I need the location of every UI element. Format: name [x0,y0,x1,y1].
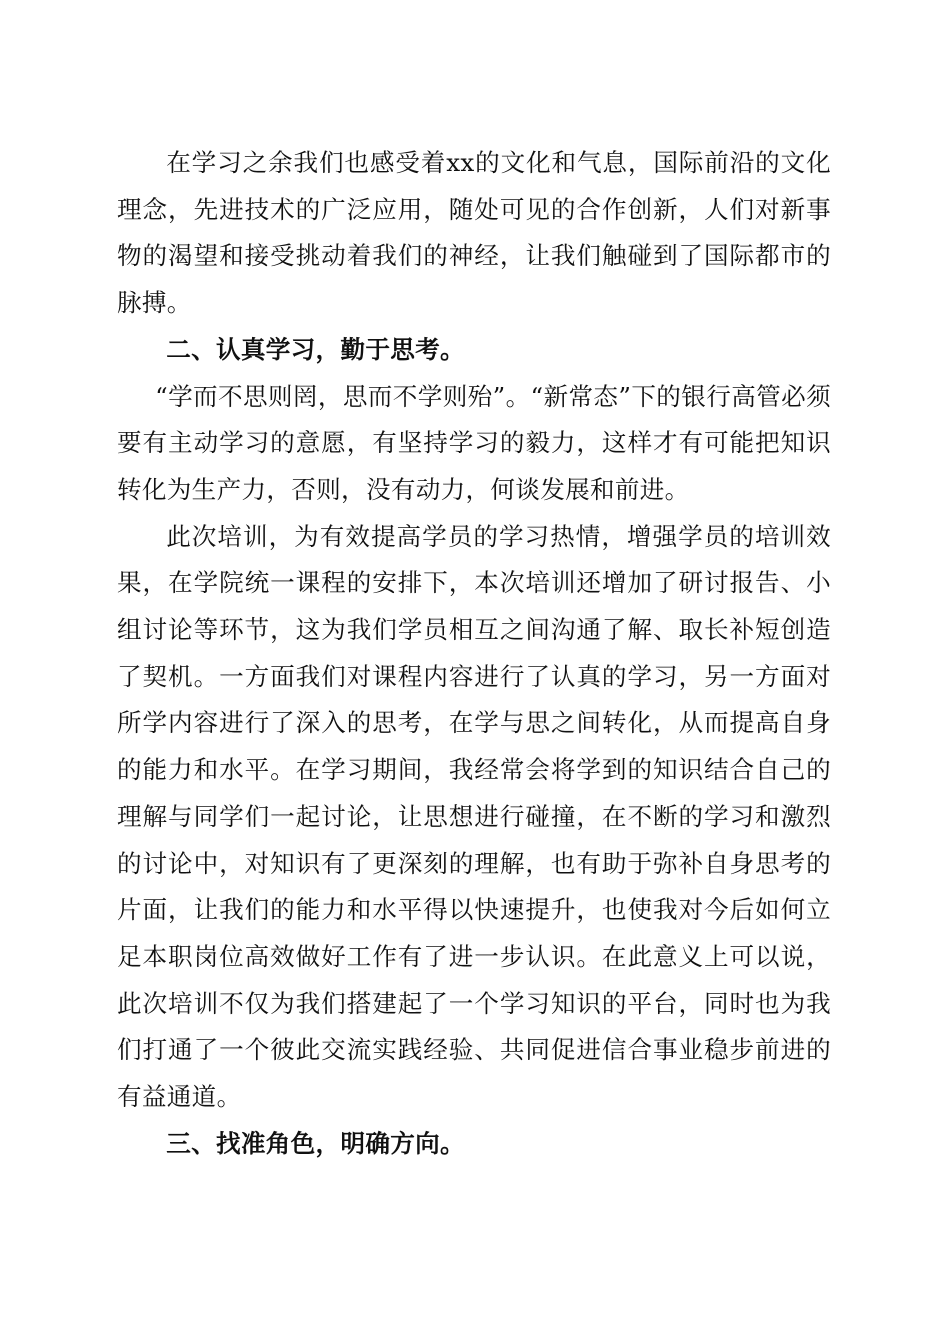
document-body [117,140,831,1167]
paragraph-quote: “学而不思则罔，思而不学则殆”。“新常态”下的银行高管必须要有主动学习的意愿，有坚持学习的毅力，这样才有可能把知识转化为生产力，否则，没有动力，何谈发展和前进。 [117,381,831,504]
heading-find-role: 三、找准角色，明确方向。 [166,1128,465,1158]
paragraph-training: 此次培训，为有效提高学员的学习热情，增强学员的培训效果，在学院统一课程的安排下，本次培训还增加了研讨报告、小组讨论等环节，这为我们学员相互之间沟通了解、取长补短创造了契机。一方面我们对课程内容进行了认真的学习，另一方面对所学内容进行了深入的思考，在学与思之间转化，从而提高自身的能力和水平。在学习期间，我经常会将学到的知识结合自己的理解与同学们一起讨论，让思想进行碰撞，在不断的学习和激烈的讨论中，对知识有了更深刻的理解，也有助于弥补自身思考的片面，让我们的能力和水平得以快速提升，也使我对今后如何立足本职岗位高效做好工作有了进一步认识。在此意义上可以说，此次培训不仅为我们搭建起了一个学习知识的平台，同时也为我们打通了一个彼此交流实践经验、共同促进信合事业稳步前进的有益通道。 [117,521,831,1112]
heading-study-and-think: 二、认真学习，勤于思考。 [166,334,465,364]
paragraph-culture: 在学习之余我们也感受着xx的文化和气息，国际前沿的文化理念，先进技术的广泛应用，随处可见的合作创新，人们对新事物的渴望和接受挑动着我们的神经，让我们触碰到了国际都市的脉搏。 [117,148,831,318]
